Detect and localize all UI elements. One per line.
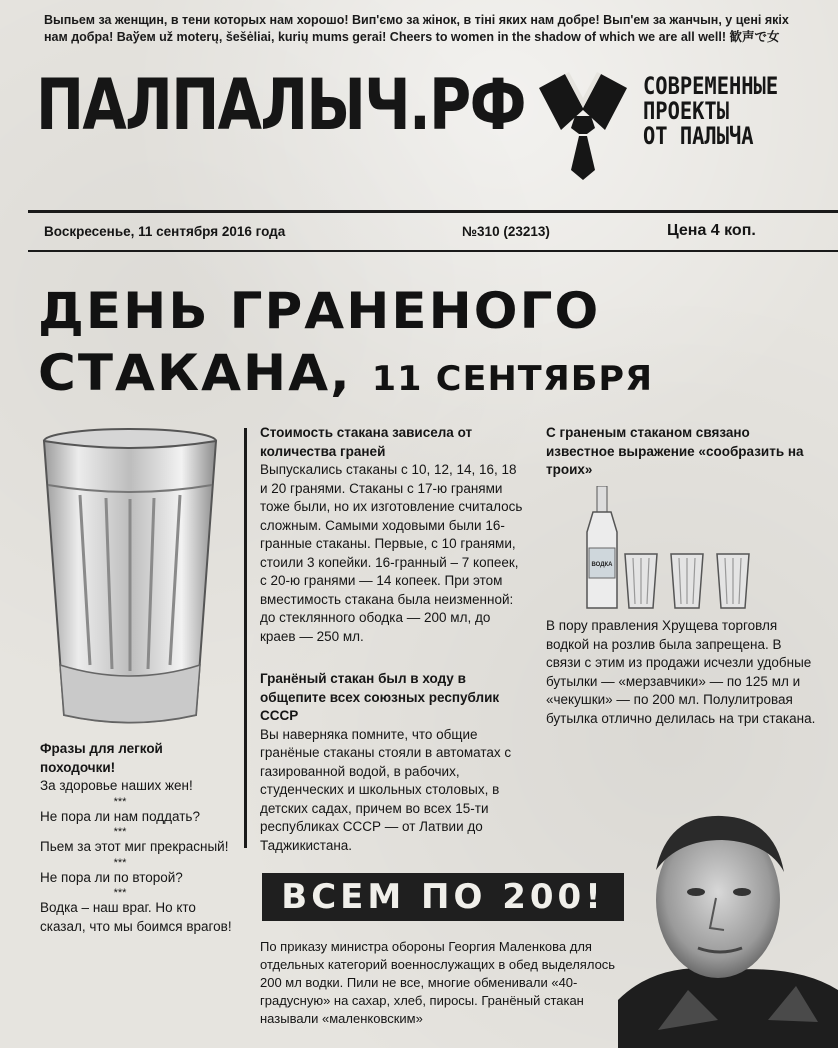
phrases-block: [40, 740, 240, 936]
article-three-title-block: [546, 424, 816, 480]
column-divider: [244, 428, 247, 848]
tagline-line-1: СОВРЕМЕННЫЕ: [643, 72, 779, 100]
phrase-item: Не пора ли нам поддать?: [40, 808, 200, 824]
phrase-item: Пьем за этот миг прекрасный!: [40, 839, 229, 854]
masthead-title: ПАЛПАЛЫЧ.РФ: [36, 64, 525, 146]
masthead-rule-bottom: [28, 250, 838, 252]
article-union-title: Гранёный стакан был в ходу в общепите всех союзных республик СССР: [260, 671, 500, 723]
article-three-body: В пору правления Хрущева торговля водкой на розлив была запрещена. В связи с этим из продажи исчезли удобные бутылки — «мерзавчики» — по 125 мл и «чекушки» — по 200 мл. Полулитровая бутылка отлично делилась на три стакана.: [546, 618, 816, 726]
article-three-title: С граненым стаканом связано известное выражение «сообразить на троих»: [546, 425, 804, 477]
tagline-line-2: ПРОЕКТЫ: [643, 97, 729, 125]
tagline-line-3: ОТ ПАЛЫЧА: [643, 122, 754, 150]
phrase-separator: ***: [113, 826, 127, 838]
phrase-separator: ***: [113, 856, 127, 869]
issue-date: Воскресенье, 11 сентября 2016 года: [44, 224, 286, 239]
bottle-label: ВОДКА: [591, 562, 613, 568]
article-cost-title: Стоимость стакана зависела от количества граней: [260, 425, 473, 459]
article-cost: [260, 424, 525, 646]
phrase-separator: ***: [113, 795, 127, 808]
toast-line: Выпьем за женщин, в тени которых нам хорошо! Вип'ємо за жінок, в тіні яких нам добре! Вып'ем за жанчын, у цені якіх нам добра! Ваўем už moterų, šešėliai, kurių mums gerai! Cheers to women in the shadow of which we are all well! 歓声で女: [44, 13, 789, 44]
headline-line-1: ДЕНЬ ГРАНЕНОГО: [38, 282, 601, 340]
minister-portrait-image: [618, 790, 838, 1048]
collar-tie-icon: [535, 70, 631, 180]
phrase-separator: ***: [113, 887, 127, 899]
phrase-item: За здоровье наших жен!: [40, 778, 193, 793]
article-cost-body: Выпускались стаканы с 10, 12, 14, 16, 18 и 20 гранями. Стаканы с 17-ю гранями тоже были, но их изготовление считалось сложным. Самыми ходовыми были 16-гранные стаканы. Первые, с 10 гранями, стоили 3 копейки. 16-гранный – 7 копеек, с 20-ю гранями — 14 копеек. При этом вместимость стакана была неизменной: до стеклянного ободка — 200 мл, до краев — 250 мл.: [260, 462, 523, 644]
bottle-and-glasses-image: [585, 486, 785, 611]
headline-line-2-main: СТАКАНА,: [38, 344, 352, 402]
issue-price: Цена 4 коп.: [667, 222, 756, 239]
faceted-glass-image: [40, 425, 220, 735]
phrase-item: Водка – наш враг. Но кто сказал, что мы боимся врагов!: [40, 900, 232, 934]
banner-all-200: ВСЕМ ПО 200!: [262, 873, 624, 921]
masthead-tagline: [643, 74, 778, 149]
headline-date: 11 СЕНТЯБРЯ: [371, 359, 654, 399]
headline-line-2: [38, 342, 653, 410]
article-union-body: Вы наверняка помните, что общие гранёные стаканы стояли в автоматах с газированной водой, в рабочих, студенческих и школьных столовых, в детских садах, причем во всех 15-ти республиках СССР — от Латвии до Таджикистана.: [260, 726, 512, 853]
phrases-title: Фразы для легкой походочки!: [40, 741, 163, 775]
phrase-item: Не пора ли по второй?: [40, 869, 183, 885]
article-union: [260, 670, 525, 855]
issue-number: №310 (23213): [462, 224, 550, 239]
article-malenkov: По приказу министра обороны Георгия Маленкова для отдельных категорий военнослужащих в обед выделялось 200 мл водки. Пили не все, многие обменивали «40-градусную» на сахар, хлеб, пиросы. Гранёный стакан называли «маленковским»: [260, 939, 616, 1026]
page-title: [38, 280, 653, 410]
masthead-rule-top: [28, 210, 838, 213]
